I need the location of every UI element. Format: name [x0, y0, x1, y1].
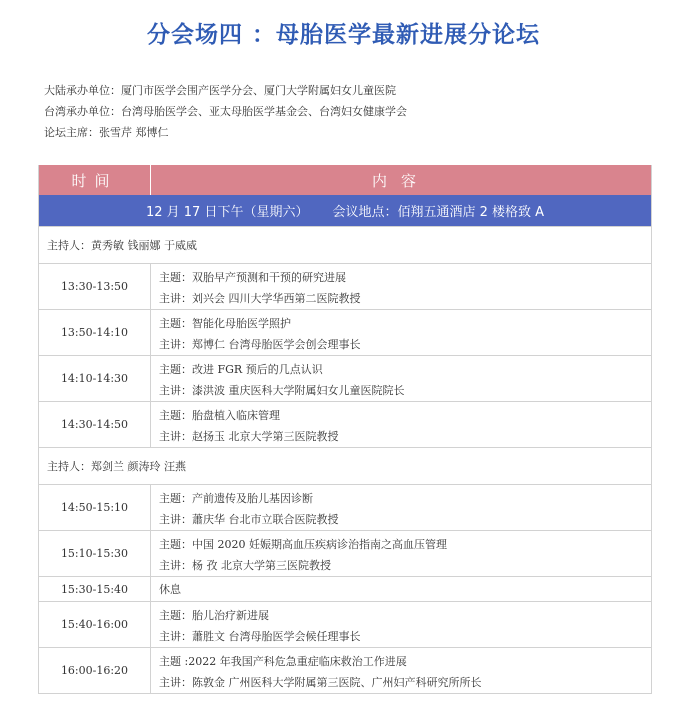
table-row — [39, 355, 651, 401]
row-content — [151, 648, 651, 693]
date-band — [39, 195, 651, 226]
table-row — [39, 401, 651, 447]
row-content — [151, 531, 651, 576]
mainland-organizers: 大陆承办单位：厦门市医学会围产医学分会、厦门大学附属妇女儿童医院 — [44, 84, 396, 97]
row-content — [151, 402, 651, 447]
row-speaker: 主讲：杨 孜 北京大学第三医院教授 — [159, 559, 331, 572]
row-content — [151, 310, 651, 355]
section-host: 主持人：郑剑兰 颜涛玲 汪燕 — [39, 447, 651, 484]
row-content — [151, 356, 651, 401]
table-row — [39, 484, 651, 530]
row-content — [151, 264, 651, 309]
table-row — [39, 647, 651, 693]
row-speaker: 主讲：漆洪波 重庆医科大学附属妇女儿童医院院长 — [159, 384, 405, 397]
schedule-table — [38, 165, 652, 694]
session-date: 12 月 17 日下午（星期六） — [145, 205, 309, 220]
row-topic: 主题：胎盘植入临床管理 — [159, 409, 280, 422]
row-topic: 主题：胎儿治疗新进展 — [159, 609, 269, 622]
table-row — [39, 601, 651, 647]
page-title: 分会场四 ：母胎医学最新进展分论坛 — [146, 22, 540, 48]
table-row — [39, 530, 651, 576]
table-row — [39, 309, 651, 355]
row-speaker: 主讲：赵扬玉 北京大学第三医院教授 — [159, 430, 339, 443]
row-time: 15:10-15:30 — [39, 531, 151, 576]
row-topic: 主题：双胎早产预测和干预的研究进展 — [159, 271, 346, 284]
table-header — [39, 165, 651, 195]
row-topic: 主题：产前遗传及胎儿基因诊断 — [159, 492, 313, 505]
row-time: 15:40-16:00 — [39, 602, 151, 647]
row-speaker: 主讲：郑博仁 台湾母胎医学会创会理事长 — [159, 338, 361, 351]
header-time: 时间 — [39, 165, 151, 195]
section-host: 主持人：黄秀敏 钱丽娜 于威威 — [39, 226, 651, 263]
row-speaker: 主讲：刘兴会 四川大学华西第二医院教授 — [159, 292, 361, 305]
row-topic: 主题：智能化母胎医学照护 — [159, 317, 291, 330]
row-time: 14:10-14:30 — [39, 356, 151, 401]
header-content: 内容 — [371, 171, 430, 190]
row-topic: 主题 :2022 年我国产科危急重症临床救治工作进展 — [159, 655, 407, 668]
row-speaker: 主讲：陈敦金 广州医科大学附属第三医院、广州妇产科研究所所长 — [159, 676, 482, 689]
row-time: 13:30-13:50 — [39, 264, 151, 309]
organizer-info — [44, 80, 407, 143]
session-venue: 会议地点：佰翔五通酒店 2 楼格致 A — [332, 205, 545, 220]
row-time: 16:00-16:20 — [39, 648, 151, 693]
row-speaker: 主讲：蕭庆华 台北市立联合医院教授 — [159, 513, 339, 526]
table-row — [39, 576, 651, 601]
table-row — [39, 263, 651, 309]
row-topic: 主题：改进 FGR 预后的几点认识 — [159, 363, 323, 376]
row-topic: 主题：中国 2020 妊娠期高血压疾病诊治指南之高血压管理 — [159, 538, 447, 551]
row-content — [151, 485, 651, 530]
row-topic: 休息 — [159, 583, 181, 596]
taiwan-organizers: 台湾承办单位：台湾母胎医学会、亚太母胎医学基金会、台湾妇女健康学会 — [44, 105, 407, 118]
row-time: 14:30-14:50 — [39, 402, 151, 447]
row-content — [151, 602, 651, 647]
row-speaker: 主讲：蕭胜文 台湾母胎医学会候任理事长 — [159, 630, 361, 643]
forum-chairs: 论坛主席：张雪芹 郑博仁 — [44, 126, 169, 139]
row-time: 14:50-15:10 — [39, 485, 151, 530]
row-time: 15:30-15:40 — [39, 577, 151, 601]
row-content — [151, 577, 651, 601]
row-time: 13:50-14:10 — [39, 310, 151, 355]
